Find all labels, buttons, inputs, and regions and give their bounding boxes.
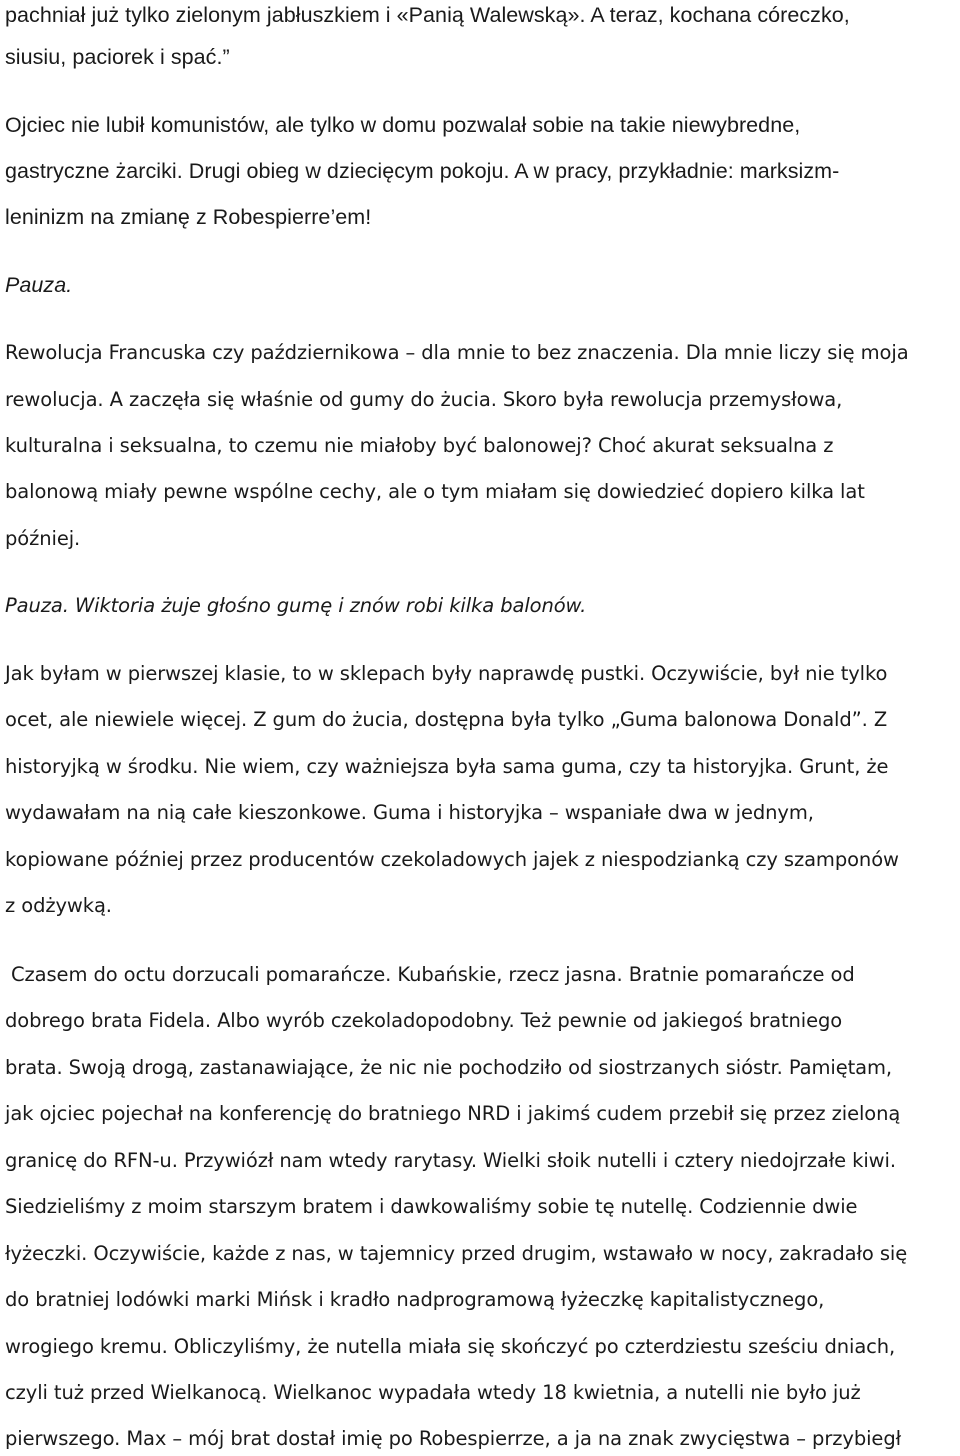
- text-line: pierwszego. Max – mój brat dostał imię po Robespierrze, a ja na znak zwycięstwa – przybiegł: [5, 1427, 902, 1450]
- text-line: Rewolucja Francuska czy październikowa – dla mnie to bez znaczenia. Dla mnie liczy się moja: [5, 341, 909, 364]
- text-line: Czasem do octu dorzucali pomarańcze. Kubańskie, rzecz jasna. Bratnie pomarańcze od: [11, 963, 855, 986]
- text-line: kulturalna i seksualna, to czemu nie miałoby być balonowej? Choć akurat seksualna z: [5, 434, 834, 457]
- text-line: z odżywką.: [5, 894, 112, 917]
- text-line: granicę do RFN-u. Przywiózł nam wtedy rarytasy. Wielki słoik nutelli i cztery niedojrzałe kiwi.: [5, 1149, 896, 1172]
- text-line: leninizm na zmianę z Robespierre’em!: [5, 205, 372, 229]
- text-line: Jak byłam w pierwszej klasie, to w sklepach były naprawdę pustki. Oczywiście, był nie tylko: [5, 662, 888, 685]
- text-line: wrogiego kremu. Obliczyliśmy, że nutella miała się skończyć po czterdziestu sześciu dniach,: [5, 1335, 896, 1358]
- text-line: wydawałam na nią całe kieszonkowe. Guma i historyjka – wspaniałe dwa w jednym,: [5, 801, 814, 824]
- text-line: łyżeczki. Oczywiście, każde z nas, w tajemnicy przed drugim, wstawało w nocy, zakradało się: [5, 1242, 908, 1265]
- text-line: historyjką w środku. Nie wiem, czy ważniejsza była sama guma, czy ta historyjka. Grunt, że: [5, 755, 889, 778]
- text-line: dobrego brata Fidela. Albo wyrób czekoladopodobny. Też pewnie od jakiegoś bratniego: [5, 1009, 843, 1032]
- text-line: później.: [5, 527, 81, 550]
- stage-direction: Pauza. Wiktoria żuje głośno gumę i znów robi kilka balonów.: [5, 594, 587, 617]
- text-line: do bratniej lodówki marki Mińsk i kradło nadprogramową łyżeczkę kapitalistycznego,: [5, 1288, 825, 1311]
- text-line: siusiu, paciorek i spać.”: [5, 45, 230, 69]
- text-line: Ojciec nie lubił komunistów, ale tylko w domu pozwalał sobie na takie niewybredne,: [5, 113, 801, 137]
- text-line: jak ojciec pojechał na konferencję do bratniego NRD i jakimś cudem przebił się przez zieloną: [5, 1102, 901, 1125]
- text-line: ocet, ale niewiele więcej. Z gum do żucia, dostępna była tylko „Guma balonowa Donald”. Z: [5, 708, 888, 731]
- text-line: kopiowane później przez producentów czekoladowych jajek z niespodzianką czy szamponów: [5, 848, 899, 871]
- text-line: brata. Swoją drogą, zastanawiające, że nic nie pochodziło od siostrzanych sióstr. Pamiętam,: [5, 1056, 893, 1079]
- text-line: pachniał już tylko zielonym jabłuszkiem i «Panią Walewską». A teraz, kochana córeczko,: [5, 3, 850, 27]
- text-line: rewolucja. A zaczęła się właśnie od gumy do żucia. Skoro była rewolucja przemysłowa,: [5, 388, 843, 411]
- text-line: gastryczne żarciki. Drugi obieg w dziecięcym pokoju. A w pracy, przykładnie: marksizm-: [5, 159, 840, 183]
- text-line: balonową miały pewne wspólne cechy, ale o tym miałam się dowiedzieć dopiero kilka lat: [5, 480, 865, 503]
- text-line: Siedzieliśmy z moim starszym bratem i dawkowaliśmy sobie tę nutellę. Codziennie dwie: [5, 1195, 858, 1218]
- stage-direction: Pauza.: [5, 273, 73, 297]
- text-line: czyli tuż przed Wielkanocą. Wielkanoc wypadała wtedy 18 kwietnia, a nutelli nie było już: [5, 1381, 861, 1404]
